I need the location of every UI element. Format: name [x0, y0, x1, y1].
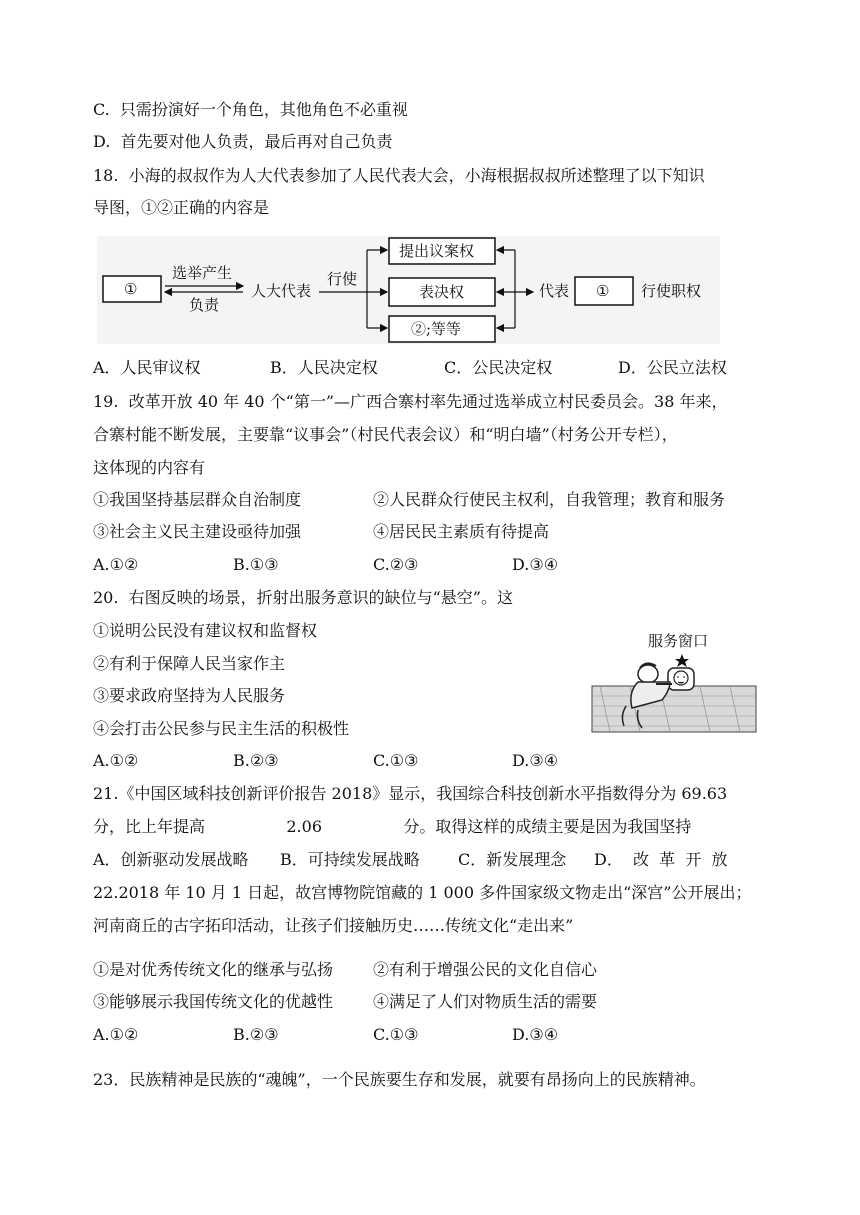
diagram-exercise-label: 行使	[327, 270, 358, 288]
q22-statement-2: ②有利于增强公民的文化自信心	[373, 960, 598, 979]
diagram-power-proposal: 提出议案权	[399, 242, 475, 260]
q20-option-b: B.②③	[233, 751, 279, 770]
q19-option-d: D.③④	[512, 555, 559, 574]
diagram-elect-label: 选举产生	[172, 264, 233, 282]
q23-stem: 23．民族精神是民族的“魂魄”，一个民族要生存和发展，就要有昂扬向上的民族精神。	[93, 1070, 706, 1089]
diagram-represent-label: 代表	[539, 282, 570, 300]
q20-statement-4: ④会打击公民参与民主生活的积极性	[93, 719, 350, 738]
q22-option-c: C.①③	[373, 1025, 419, 1044]
q20-statement-1: ①说明公民没有建议权和监督权	[93, 621, 318, 640]
q18-option-d: D．公民立法权	[618, 358, 727, 377]
q22-statement-3: ③能够展示我国传统文化的优越性	[93, 992, 334, 1011]
diagram-power-vote: 表决权	[419, 283, 465, 301]
q19-statement-4: ④居民民主素质有待提高	[373, 522, 550, 541]
q21-option-d: D． 改 革 开 放	[594, 850, 728, 869]
q22-statement-1: ①是对优秀传统文化的继承与弘扬	[93, 960, 334, 979]
q21-option-b: B．可持续发展战略	[280, 850, 420, 869]
diagram-responsible-label: 负责	[189, 296, 220, 314]
q22-statement-4: ④满足了人们对物质生活的需要	[373, 992, 598, 1011]
q21-option-c: C．新发展理念	[458, 850, 567, 869]
diagram-power-blank: ②;等等	[411, 320, 462, 338]
q19-stem-line1: 19. 改革开放 40 年 40 个“第一”—广西合寨村率先通过选举成立村民委员会。38 年来，	[93, 392, 728, 411]
cartoon-caption: 服务窗口	[648, 632, 709, 650]
q19-option-c: C.②③	[373, 555, 419, 574]
q22-stem-line1: 22.2018 年 10 月 1 日起，故宫博物院馆藏的 1 000 多件国家级文物走出“深宫”公开展出；	[93, 883, 752, 902]
service-window-cartoon	[590, 626, 758, 738]
q20-option-d: D.③④	[512, 751, 559, 770]
q21-stem-line2: 分，比上年提高 2.06 分。取得这样的成绩主要是因为我国坚持	[93, 817, 692, 836]
q17-option-d: D. 首先要对他人负责，最后再对自己负责	[93, 132, 393, 151]
diagram-box-left: ①	[124, 280, 138, 298]
q21-stem-line1: 21.《中国区域科技创新评价报告 2018》显示，我国综合科技创新水平指数得分为 69.63	[93, 784, 728, 803]
knowledge-diagram	[97, 236, 720, 344]
q19-statement-3: ③社会主义民主建设亟待加强	[93, 522, 302, 541]
cartoon-drawing	[590, 626, 758, 738]
q20-statement-2: ②有利于保障人民当家作主	[93, 654, 286, 673]
q21-option-a: A．创新驱动发展战略	[93, 850, 249, 869]
q19-statement-2: ②人民群众行使民主权利，自我管理；教育和服务	[373, 490, 726, 509]
q20-option-c: C.①③	[373, 751, 419, 770]
q22-stem-line2: 河南商丘的古字拓印活动，让孩子们接触历史……传统文化“走出来”	[93, 916, 574, 935]
diagram-deputy: 人大代表	[251, 282, 312, 300]
q18-stem-line1: 18. 小海的叔叔作为人大代表参加了人民代表大会，小海根据叔叔所述整理了以下知识	[93, 166, 705, 185]
q20-statement-3: ③要求政府坚持为人民服务	[93, 686, 286, 705]
q18-stem-line2: 导图，①②正确的内容是	[93, 198, 270, 217]
q19-statement-1: ①我国坚持基层群众自治制度	[93, 490, 302, 509]
q22-option-d: D.③④	[512, 1025, 559, 1044]
q18-option-c: C．公民决定权	[444, 358, 553, 377]
q19-option-b: B.①③	[233, 555, 279, 574]
q18-option-b: B．人民决定权	[270, 358, 378, 377]
q19-stem-line3: 这体现的内容有	[93, 458, 206, 477]
q22-option-a: A.①②	[93, 1025, 139, 1044]
q18-option-a: A．人民审议权	[93, 358, 201, 377]
q22-option-b: B.②③	[233, 1025, 279, 1044]
q19-stem-line2: 合寨村能不断发展，主要靠“议事会”（村民代表会议）和“明白墙”（村务公开专栏），	[93, 425, 678, 444]
q17-option-c: C. 只需扮演好一个角色，其他角色不必重视	[93, 100, 408, 119]
q20-option-a: A.①②	[93, 751, 139, 770]
q19-option-a: A.①②	[93, 555, 139, 574]
q20-stem: 20. 右图反映的场景，折射出服务意识的缺位与“悬空”。这	[93, 588, 513, 607]
diagram-exercise-power: 行使职权	[641, 282, 702, 300]
diagram-box-right: ①	[596, 282, 610, 300]
